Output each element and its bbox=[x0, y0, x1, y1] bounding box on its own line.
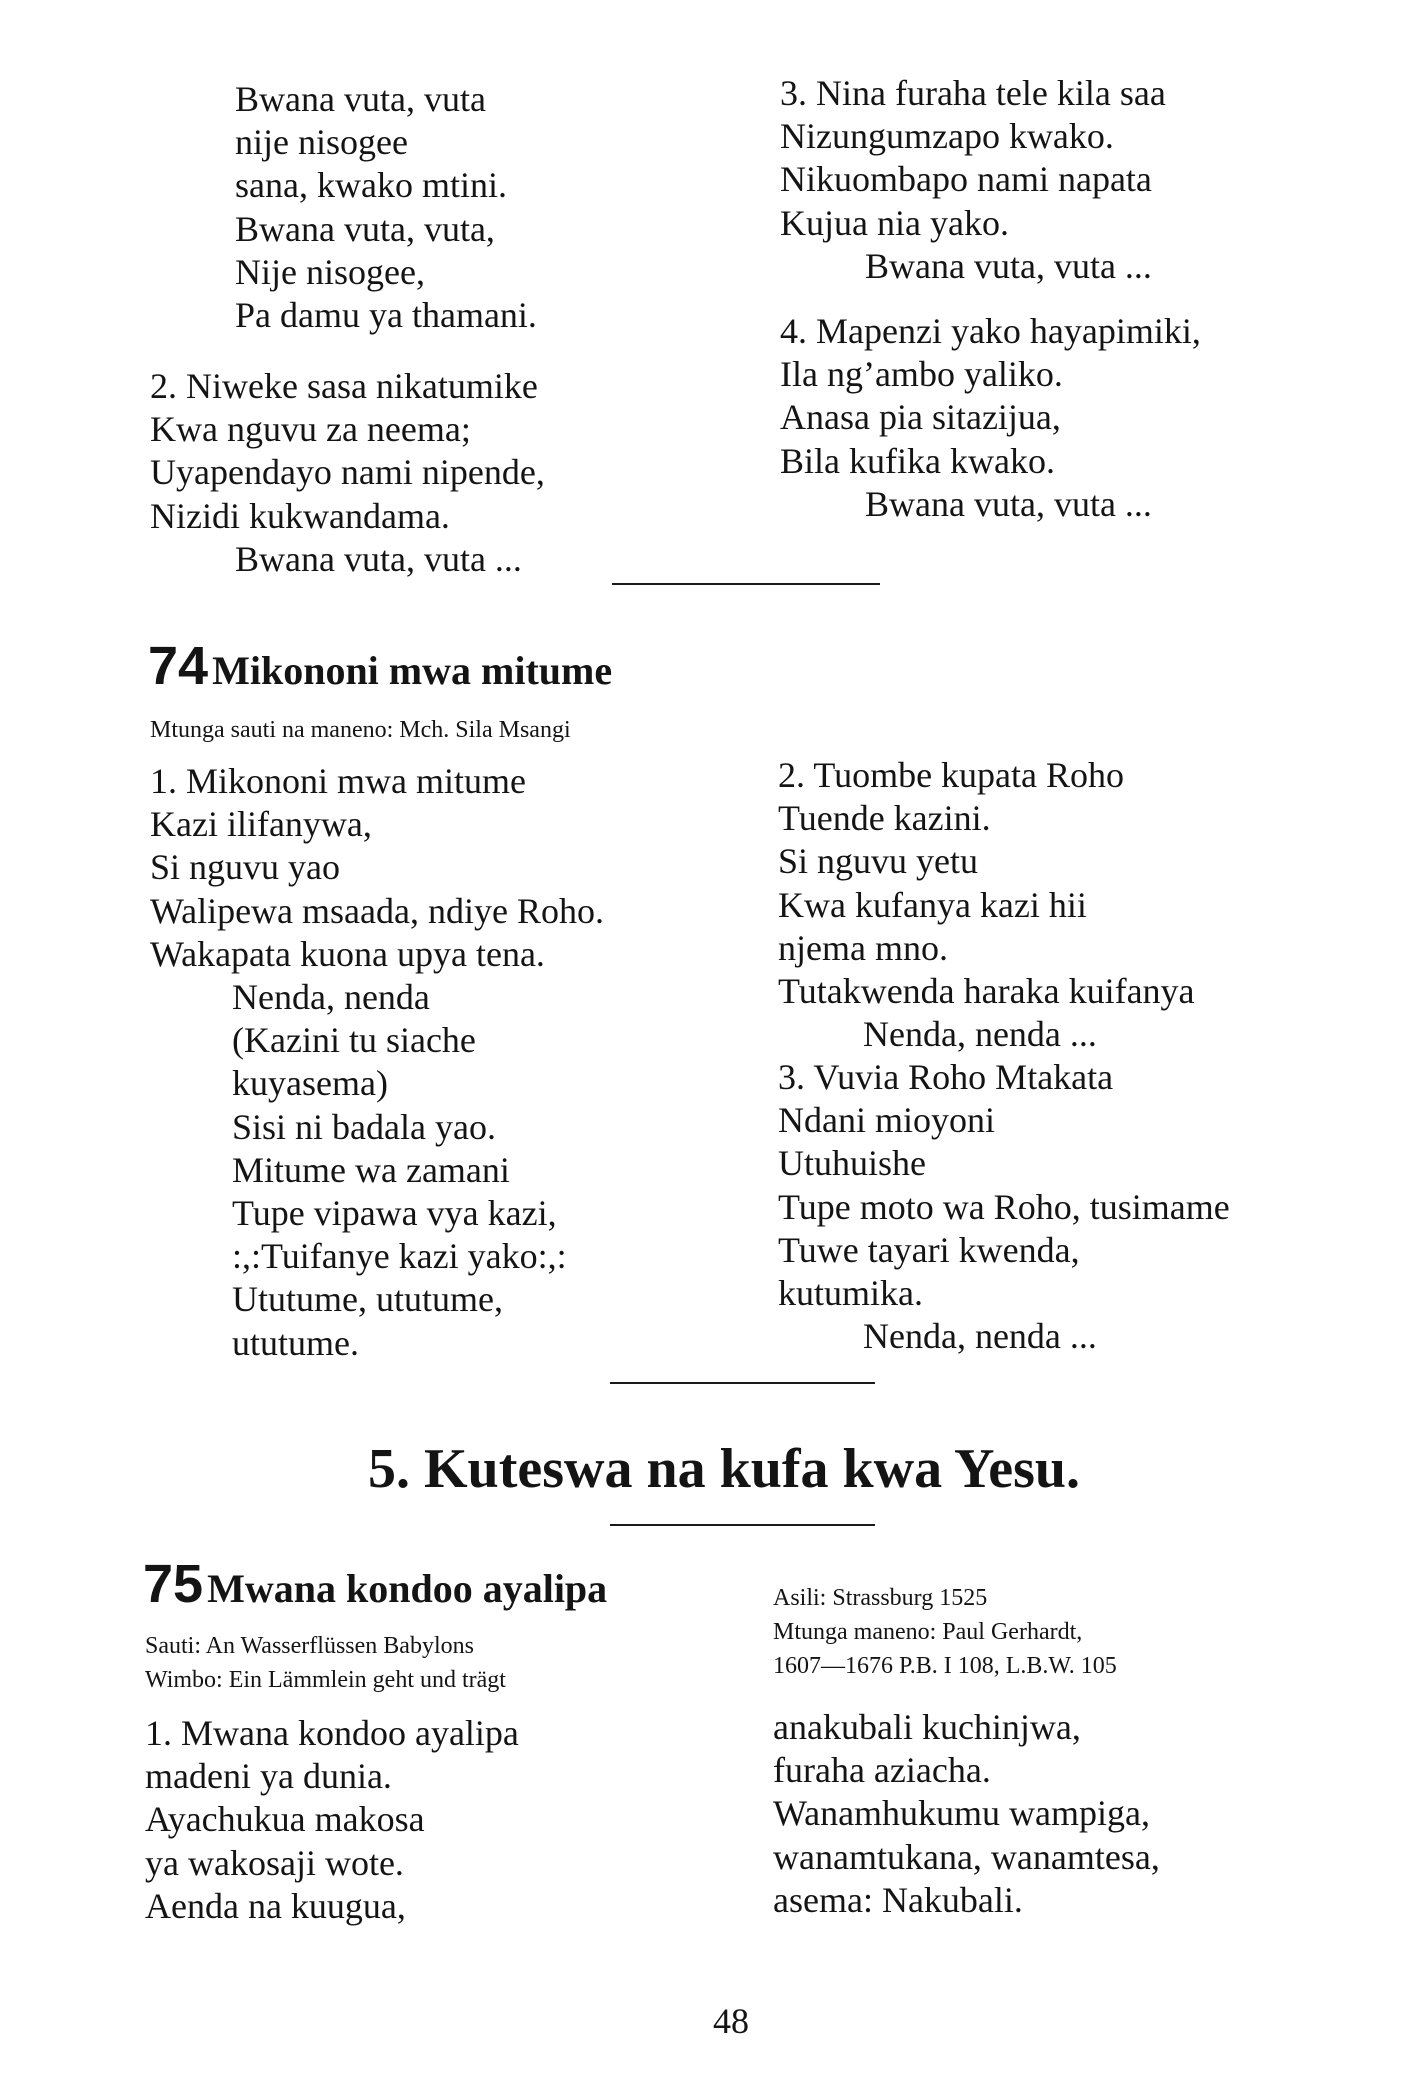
credit-line: Mtunga sauti na maneno: Mch. Sila Msangi bbox=[150, 717, 571, 743]
lyric-line: njema mno. bbox=[778, 927, 948, 968]
section-title: 5. Kuteswa na kufa kwa Yesu. bbox=[368, 1438, 1081, 1500]
refrain-line: Bwana vuta, vuta ... bbox=[235, 538, 522, 579]
lyric-line: Utuhuishe bbox=[778, 1143, 926, 1184]
lyric-line: asema: Nakubali. bbox=[773, 1879, 1023, 1920]
hymn-74-chorus bbox=[232, 976, 567, 1365]
hymn-74-credit bbox=[150, 713, 571, 747]
lyric-line: Nikuombapo nami napata bbox=[780, 159, 1152, 200]
lyric-line: kuyasema) bbox=[232, 1063, 388, 1104]
hymn-74-heading bbox=[148, 635, 612, 697]
lyric-line: 1. Mwana kondoo ayalipa bbox=[145, 1713, 519, 1753]
lyric-line: Sisi ni badala yao. bbox=[232, 1106, 496, 1147]
lyric-line: Kwa kufanya kazi hii bbox=[778, 884, 1087, 925]
lyric-line: anakubali kuchinjwa, bbox=[773, 1707, 1081, 1747]
hymn-title: Mwana kondoo ayalipa bbox=[207, 1566, 608, 1611]
hymn-75-source-credits bbox=[773, 1581, 1117, 1683]
refrain-line: Bwana vuta, vuta ... bbox=[865, 245, 1152, 286]
lyric-line: Uyapendayo nami nipende, bbox=[150, 452, 545, 493]
lyric-line: Si nguvu yao bbox=[150, 847, 341, 888]
lyric-line: Tuwe tayari kwenda, bbox=[778, 1229, 1080, 1270]
lyric-line: kutumika. bbox=[778, 1273, 923, 1314]
lyric-line: 2. Tuombe kupata Roho bbox=[778, 755, 1125, 795]
lyric-line: (Kazini tu siache bbox=[232, 1020, 476, 1061]
lyric-line: Si nguvu yetu bbox=[778, 841, 979, 882]
credit-line: Wimbo: Ein Lämmlein geht und trägt bbox=[145, 1667, 506, 1693]
lyric-line: Mitume wa zamani bbox=[232, 1149, 510, 1190]
hymn-title: Mikononi mwa mitume bbox=[212, 648, 613, 693]
lyric-line: Bwana vuta, vuta, bbox=[235, 208, 495, 249]
refrain-line: Bwana vuta, vuta ... bbox=[865, 483, 1152, 524]
hymn-74-verse-1 bbox=[150, 760, 604, 976]
lyric-line: Bila kufika kwako. bbox=[780, 440, 1055, 481]
previous-hymn-verse-3 bbox=[780, 72, 1166, 288]
lyric-line: Nizungumzapo kwako. bbox=[780, 116, 1114, 157]
lyric-line: Wakapata kuona upya tena. bbox=[150, 933, 545, 974]
lyric-line: Tutakwenda haraka kuifanya bbox=[778, 971, 1195, 1012]
lyric-line: furaha aziacha. bbox=[773, 1750, 991, 1791]
lyric-line: 3. Nina furaha tele kila saa bbox=[780, 73, 1166, 113]
lyric-line: Anasa pia sitazijua, bbox=[780, 397, 1061, 438]
lyric-line: Nenda, nenda bbox=[232, 977, 430, 1017]
lyric-line: Kazi ilifanywa, bbox=[150, 804, 372, 845]
credit-line: 1607—1676 P.B. I 108, L.B.W. 105 bbox=[773, 1653, 1117, 1679]
lyric-line: 2. Niweke sasa nikatumike bbox=[150, 366, 538, 406]
lyric-line: Tuende kazini. bbox=[778, 798, 991, 839]
credit-line: Mtunga maneno: Paul Gerhardt, bbox=[773, 1619, 1083, 1645]
lyric-line: Ututume, ututume, bbox=[232, 1279, 503, 1320]
hymn-75-verse-1-part-1 bbox=[145, 1712, 519, 1928]
hymn-75-tune-credits bbox=[145, 1629, 506, 1697]
hymn-75-heading bbox=[143, 1553, 607, 1615]
lyric-line: Aenda na kuugua, bbox=[145, 1885, 406, 1926]
lyric-line: :,:Tuifanye kazi yako:,: bbox=[232, 1236, 567, 1277]
lyric-line: Bwana vuta, vuta bbox=[235, 79, 486, 119]
lyric-line: Kujua nia yako. bbox=[780, 202, 1009, 243]
previous-hymn-verse-2 bbox=[150, 365, 545, 581]
lyric-line: Wanamhukumu wampiga, bbox=[773, 1793, 1151, 1834]
lyric-line: wanamtukana, wanamtesa, bbox=[773, 1836, 1160, 1877]
lyric-line: 1. Mikononi mwa mitume bbox=[150, 761, 526, 801]
previous-hymn-chorus bbox=[235, 78, 537, 337]
hymn-74-verse-2 bbox=[778, 754, 1195, 1056]
hymn-74-verse-3 bbox=[778, 1056, 1230, 1358]
refrain-line: Nenda, nenda ... bbox=[863, 1014, 1097, 1055]
divider-rule bbox=[610, 1382, 875, 1384]
lyric-line: Pa damu ya thamani. bbox=[235, 295, 537, 336]
lyric-line: ututume. bbox=[232, 1322, 359, 1363]
credit-line: Sauti: An Wasserflüssen Babylons bbox=[145, 1633, 474, 1659]
lyric-line: Ila ng’ambo yaliko. bbox=[780, 354, 1063, 395]
lyric-line: Nije nisogee, bbox=[235, 251, 425, 292]
page-number: 48 bbox=[713, 2001, 749, 2041]
lyric-line: Walipewa msaada, ndiye Roho. bbox=[150, 890, 604, 931]
lyric-line: Nizidi kukwandama. bbox=[150, 495, 450, 536]
lyric-line: ya wakosaji wote. bbox=[145, 1842, 404, 1883]
lyric-line: Ndani mioyoni bbox=[778, 1100, 995, 1141]
lyric-line: 4. Mapenzi yako hayapimiki, bbox=[780, 311, 1201, 351]
hymn-number: 74 bbox=[148, 636, 209, 696]
lyric-line: sana, kwako mtini. bbox=[235, 165, 507, 206]
lyric-line: Kwa nguvu za neema; bbox=[150, 409, 471, 450]
lyric-line: madeni ya dunia. bbox=[145, 1756, 392, 1797]
lyric-line: nije nisogee bbox=[235, 122, 408, 163]
credit-line: Asili: Strassburg 1525 bbox=[773, 1585, 988, 1611]
hymn-number: 75 bbox=[143, 1554, 204, 1614]
lyric-line: Tupe moto wa Roho, tusimame bbox=[778, 1186, 1230, 1227]
hymn-75-verse-1-part-2 bbox=[773, 1706, 1160, 1922]
lyric-line: 3. Vuvia Roho Mtakata bbox=[778, 1057, 1114, 1097]
lyric-line: Tupe vipawa vya kazi, bbox=[232, 1193, 557, 1234]
lyric-line: Ayachukua makosa bbox=[145, 1799, 425, 1840]
previous-hymn-verse-4 bbox=[780, 310, 1201, 526]
refrain-line: Nenda, nenda ... bbox=[863, 1316, 1097, 1357]
divider-rule bbox=[612, 583, 880, 585]
divider-rule bbox=[610, 1524, 875, 1526]
